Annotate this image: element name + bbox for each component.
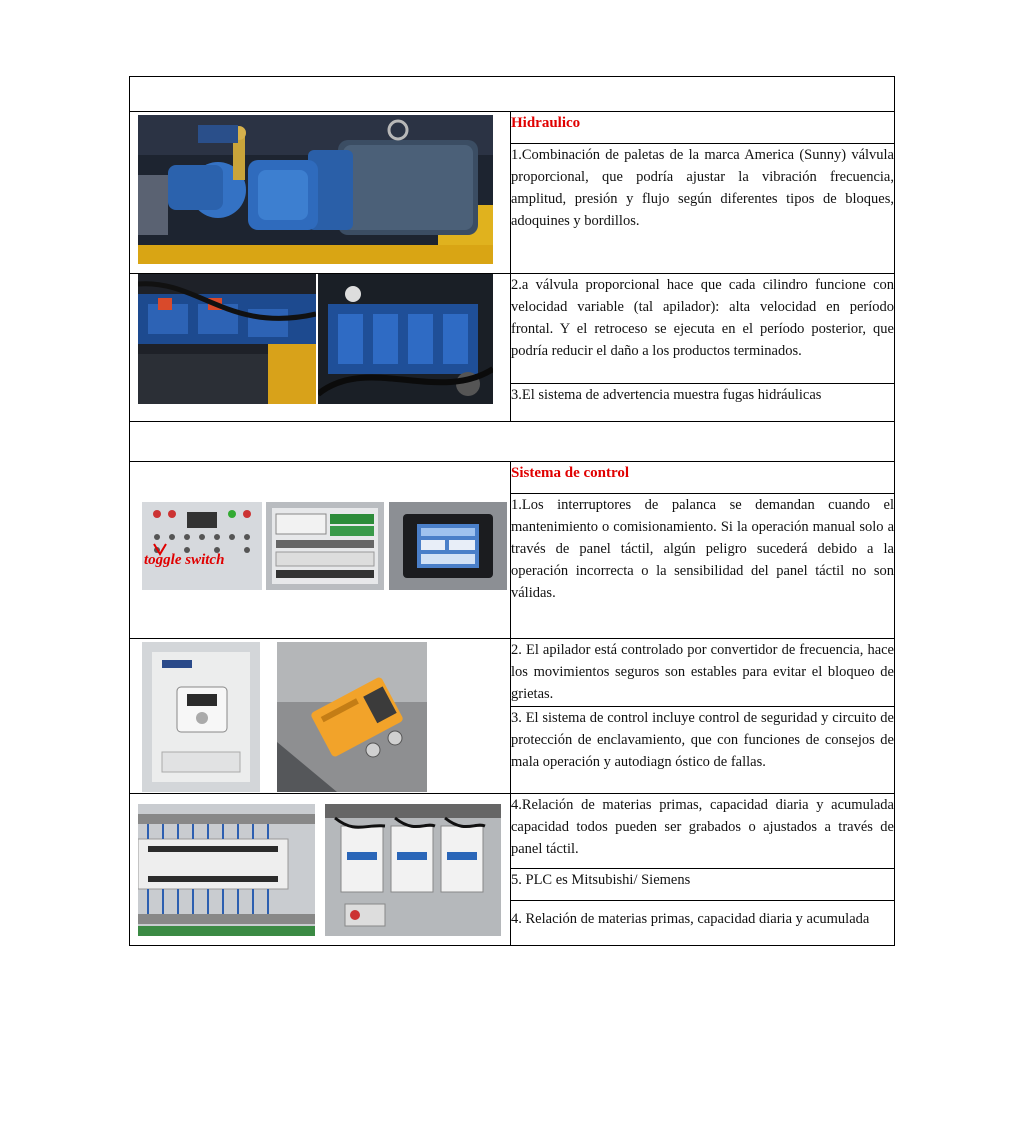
- control-item-1: 1.Los interruptores de palanca se demandan cuando el mantenimiento o comisionamiento. Si la operación manual solo a través de panel táctil, algún peligro sucederá debido a la operación incorrecta o la sensibilidad del panel táctil no son válidas.: [511, 494, 895, 639]
- inverter-sensor-photos-cell: [130, 639, 511, 794]
- proximity-sensor-photo: [277, 642, 427, 792]
- control-panel-photos-cell: [130, 462, 511, 639]
- plc-contactor-photos-cell: [130, 794, 511, 946]
- hydraulic-item-3: 3.El sistema de advertencia muestra fugas hidráulicas: [511, 384, 895, 422]
- blank-spacer-row: [130, 422, 895, 462]
- control-item-4: 4.Relación de materias primas, capacidad diaria y acumulada capacidad todos pueden ser grabados o ajustados a través de panel táctil.: [511, 794, 895, 869]
- control-item-4b: 4. Relación de materias primas, capacidad diaria y acumulada: [511, 901, 895, 946]
- frequency-inverter-photo: [142, 642, 260, 792]
- blank-row: [130, 77, 895, 112]
- valve-photo-left: [138, 274, 316, 404]
- hydraulic-motor-photo: [138, 115, 493, 264]
- toggle-switch-label: toggle switch: [144, 552, 225, 568]
- hydraulic-item-2: 2.a válvula proporcional hace que cada cilindro funcione con velocidad variable (tal apilador): alta velocidad en período frontal. Y el retroceso se ejecuta en el período posterior, que podría reducir el daño a los productos terminados.: [511, 274, 895, 384]
- contactor-photo: [325, 804, 501, 936]
- touch-panel-photo: [389, 502, 507, 590]
- electrical-cabinet-photo: [266, 502, 384, 590]
- blank-cell: [130, 77, 895, 112]
- spec-table: [129, 76, 895, 946]
- control-item-2: 2. El apilador está controlado por convertidor de frecuencia, hace los movimientos seguros son estables para evitar el bloqueo de grietas.: [511, 639, 895, 707]
- hydraulic-valve-photos-cell: [130, 274, 511, 422]
- control-item-5: 5. PLC es Mitsubishi/ Siemens: [511, 869, 895, 901]
- hydraulic-title: Hidraulico: [511, 112, 895, 144]
- blank-spacer-cell: [130, 422, 895, 462]
- control-box-photo: [142, 502, 262, 590]
- control-title: Sistema de control: [511, 462, 895, 494]
- hydraulic-item-1: 1.Combinación de paletas de la marca America (Sunny) válvula proporcional, que podría ajustar la vibración frecuencia, amplitud, presión y flujo según diferentes tipos de bloques, adoquines y bordillos.: [511, 144, 895, 274]
- control-item-3: 3. El sistema de control incluye control de seguridad y circuito de protección de enclavamiento, que con funciones de consejos de mala operación y autodiagn óstico de fallas.: [511, 707, 895, 794]
- plc-photo: [138, 804, 315, 936]
- valve-photo-right: [318, 274, 493, 404]
- hydraulic-motor-photo-cell: [130, 112, 511, 274]
